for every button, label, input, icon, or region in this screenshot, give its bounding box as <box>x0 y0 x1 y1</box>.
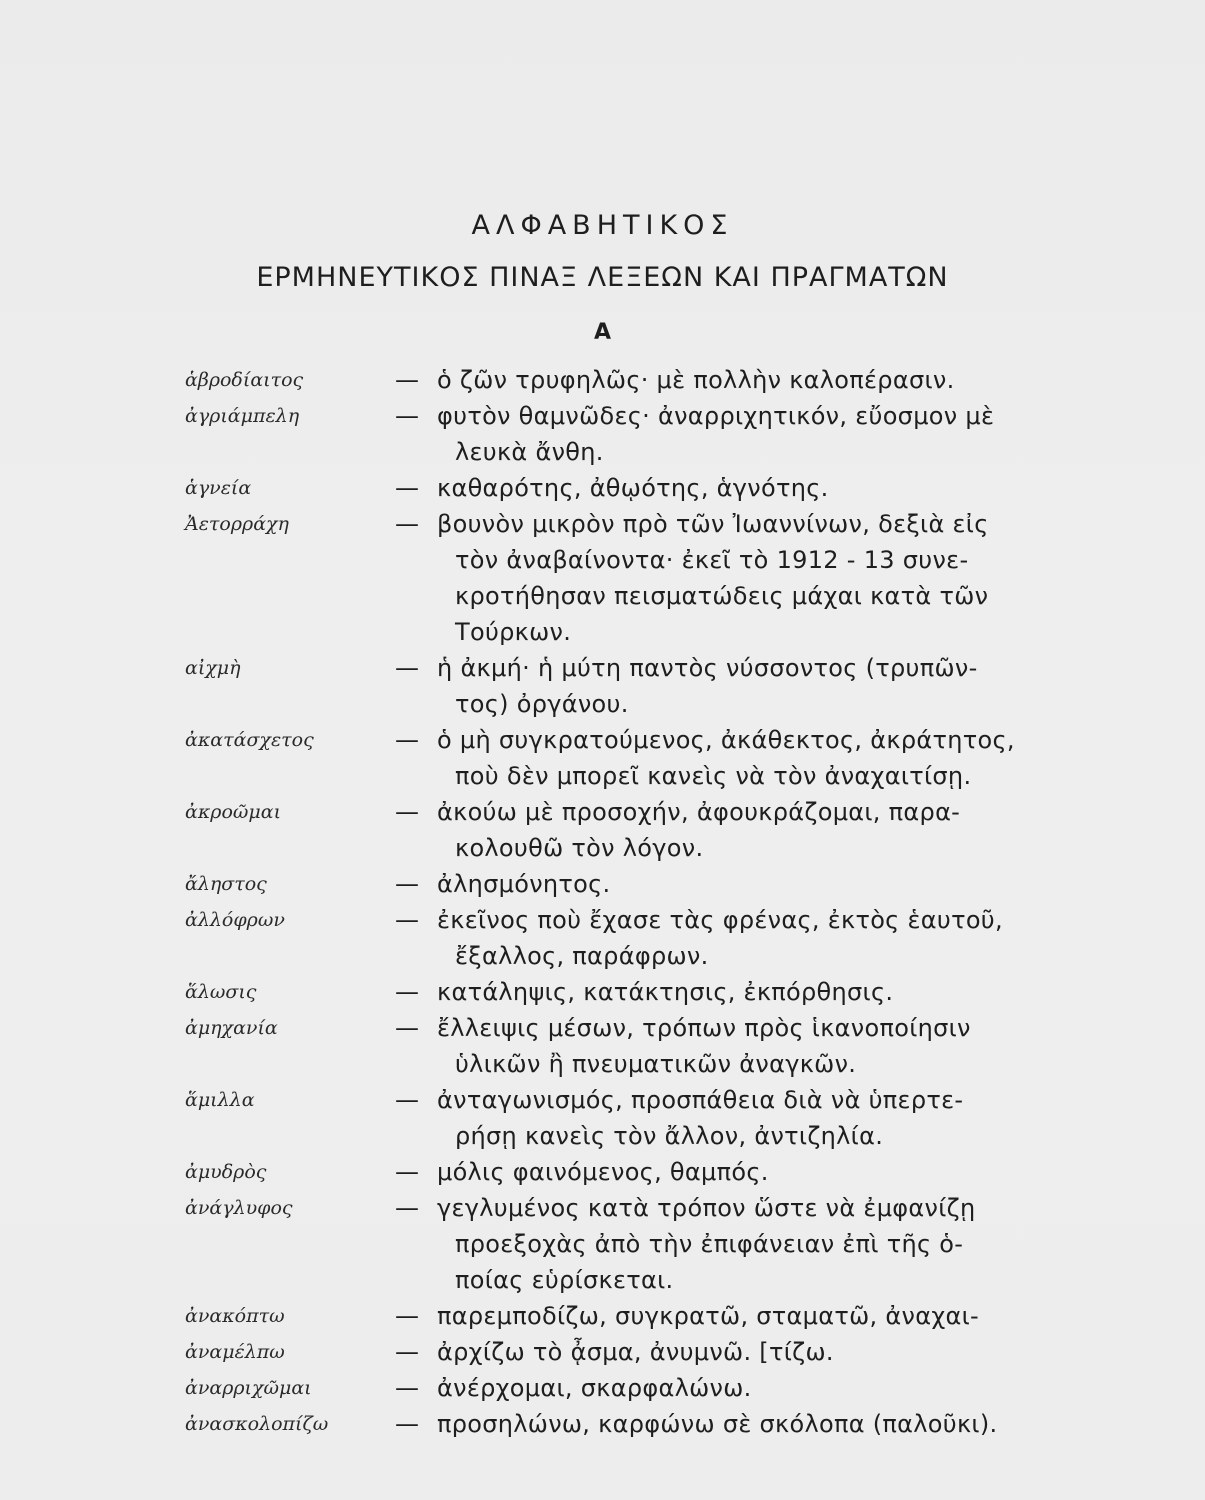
definition-line: ἔξαλλος, παράφρων. <box>455 942 709 970</box>
em-dash-separator: — <box>395 1302 419 1330</box>
entry-definition <box>437 1406 1065 1442</box>
glossary-entry <box>185 1298 1065 1334</box>
em-dash-separator: — <box>395 726 419 754</box>
section-letter: Α <box>593 320 612 345</box>
entry-definition <box>437 1010 1065 1082</box>
em-dash-separator: — <box>395 798 419 826</box>
glossary-entry <box>185 470 1065 506</box>
definition-line: προεξοχὰς ἀπὸ τὴν ἐπιφάνειαν ἐπὶ τῆς ὁ- <box>455 1230 964 1258</box>
entry-definition <box>437 470 1065 506</box>
entry-term: ἁβροδίαιτος <box>185 369 304 391</box>
entry-term: ἀναμέλπω <box>185 1341 285 1363</box>
entry-definition-block <box>395 974 1065 1010</box>
glossary-entry <box>185 974 1065 1010</box>
glossary-entry <box>185 1406 1065 1442</box>
entry-definition <box>437 794 1065 866</box>
entry-definition <box>437 1334 1065 1370</box>
entry-term: ἀναρριχῶμαι <box>185 1377 312 1399</box>
definition-line: ὑλικῶν ἢ πνευματικῶν ἀναγκῶν. <box>455 1050 857 1078</box>
entry-definition-block <box>395 1154 1065 1190</box>
definition-line: ἡ ἀκμή· ἡ μύτη παντὸς νύσσοντος (τρυπῶν- <box>437 654 978 682</box>
entry-definition-block <box>395 1010 1065 1082</box>
entry-definition <box>437 974 1065 1010</box>
glossary-entry <box>185 506 1065 650</box>
entry-definition-block <box>395 1334 1065 1370</box>
entry-definition-block <box>395 506 1065 650</box>
entry-definition-block <box>395 398 1065 470</box>
entry-definition <box>437 1370 1065 1406</box>
entry-term: ἀλλόφρων <box>185 909 285 931</box>
definition-line: ἀλησμόνητος. <box>437 870 611 898</box>
glossary-entry <box>185 1190 1065 1298</box>
em-dash-separator: — <box>395 402 419 430</box>
entry-definition <box>437 398 1065 470</box>
entry-term: ἅμιλλα <box>185 1089 255 1111</box>
glossary-entry <box>185 1010 1065 1082</box>
definition-line: φυτὸν θαμνῶδες· ἀναρριχητικόν, εὔοσμον μὲ <box>437 402 995 430</box>
entry-definition <box>437 902 1065 974</box>
entry-term: ἅλωσις <box>185 981 257 1003</box>
definition-line: καθαρότης, ἀθῳότης, ἁγνότης. <box>437 474 829 502</box>
definition-line: προσηλώνω, καρφώνω σὲ σκόλοπα (παλοῦκι). <box>437 1410 998 1438</box>
em-dash-separator: — <box>395 1014 419 1042</box>
definition-line: ὁ μὴ συγκρατούμενος, ἀκάθεκτος, ἀκράτητος, <box>437 726 1015 754</box>
entry-definition <box>437 506 1065 650</box>
definition-line: τος) ὀργάνου. <box>455 690 629 718</box>
entry-definition <box>437 866 1065 902</box>
entry-term: ἀκατάσχετος <box>185 729 314 751</box>
em-dash-separator: — <box>395 1374 419 1402</box>
definition-line: ποίας εὑρίσκεται. <box>455 1266 674 1294</box>
glossary-entry <box>185 1082 1065 1154</box>
definition-line: ρήσῃ κανεὶς τὸν ἄλλον, ἀντιζηλία. <box>455 1122 884 1150</box>
entry-term: ἀμηχανία <box>185 1017 278 1039</box>
entry-definition <box>437 1154 1065 1190</box>
entry-definition <box>437 362 1065 398</box>
definition-line: βουνὸν μικρὸν πρὸ τῶν Ἰωαννίνων, δεξιὰ εἰς <box>437 510 989 538</box>
glossary-entry <box>185 866 1065 902</box>
definition-line: μόλις φαινόμενος, θαμπός. <box>437 1158 769 1186</box>
em-dash-separator: — <box>395 1194 419 1222</box>
em-dash-separator: — <box>395 510 419 538</box>
entry-term: ἀνασκολοπίζω <box>185 1413 329 1435</box>
entry-definition-block <box>395 1406 1065 1442</box>
glossary-entry <box>185 902 1065 974</box>
glossary-entry <box>185 794 1065 866</box>
entry-term: ἀνάγλυφος <box>185 1197 293 1219</box>
entry-term: ἁγνεία <box>185 477 252 499</box>
entry-definition-block <box>395 902 1065 974</box>
em-dash-separator: — <box>395 870 419 898</box>
em-dash-separator: — <box>395 1410 419 1438</box>
entry-definition-block <box>395 794 1065 866</box>
glossary-entry <box>185 1370 1065 1406</box>
entry-definition <box>437 1082 1065 1154</box>
glossary-entry <box>185 1154 1065 1190</box>
entry-definition-block <box>395 1298 1065 1334</box>
em-dash-separator: — <box>395 978 419 1006</box>
entry-term: αἰχμὴ <box>185 657 241 679</box>
definition-line: κολουθῶ τὸν λόγον. <box>455 834 704 862</box>
em-dash-separator: — <box>395 1338 419 1366</box>
glossary-entry <box>185 722 1065 794</box>
definition-line: ἀνταγωνισμός, προσπάθεια διὰ νὰ ὑπερτε- <box>437 1086 964 1114</box>
page-subtitle: ΕΡΜΗΝΕΥΤΙΚΟΣ ΠΙΝΑΞ ΛΕΞΕΩΝ ΚΑΙ ΠΡΑΓΜΑΤΩΝ <box>256 262 949 293</box>
entry-definition-block <box>395 470 1065 506</box>
em-dash-separator: — <box>395 906 419 934</box>
entry-term: Ἀετορράχη <box>185 513 289 535</box>
definition-line: ἀρχίζω τὸ ᾆσμα, ἀνυμνῶ. [τίζω. <box>437 1338 834 1366</box>
definition-line: ὁ ζῶν τρυφηλῶς· μὲ πολλὴν καλοπέρασιν. <box>437 366 955 394</box>
entry-definition-block <box>395 722 1065 794</box>
entry-definition-block <box>395 866 1065 902</box>
entry-term: ἀνακόπτω <box>185 1305 285 1327</box>
definition-line: λευκὰ ἄνθη. <box>455 438 604 466</box>
entry-term: ἀγριάμπελη <box>185 405 300 427</box>
entry-definition-block <box>395 650 1065 722</box>
em-dash-separator: — <box>395 474 419 502</box>
definition-line: παρεμποδίζω, συγκρατῶ, σταματῶ, ἀναχαι- <box>437 1302 979 1330</box>
glossary-entry <box>185 1334 1065 1370</box>
definition-line: τὸν ἀναβαίνοντα· ἐκεῖ τὸ 1912 - 13 συνε- <box>455 546 969 574</box>
entry-definition-block <box>395 1082 1065 1154</box>
entry-term: ἄληστος <box>185 873 267 895</box>
entry-definition <box>437 1298 1065 1334</box>
entry-definition <box>437 650 1065 722</box>
definition-line: ἐκεῖνος ποὺ ἔχασε τὰς φρένας, ἐκτὸς ἑαυτοῦ, <box>437 906 1003 934</box>
page-title: ΑΛΦΑΒΗΤΙΚΟΣ <box>471 210 734 241</box>
definition-line: γεγλυμένος κατὰ τρόπον ὥστε νὰ ἐμφανίζῃ <box>437 1194 976 1222</box>
entry-definition-block <box>395 1370 1065 1406</box>
definition-line: ἀνέρχομαι, σκαρφαλώνω. <box>437 1374 752 1402</box>
em-dash-separator: — <box>395 1158 419 1186</box>
em-dash-separator: — <box>395 654 419 682</box>
definition-line: Τούρκων. <box>455 618 572 646</box>
entry-definition-block <box>395 362 1065 398</box>
glossary-entries <box>185 362 1065 1442</box>
em-dash-separator: — <box>395 1086 419 1114</box>
definition-line: κατάληψις, κατάκτησις, ἐκπόρθησις. <box>437 978 894 1006</box>
em-dash-separator: — <box>395 366 419 394</box>
definition-line: κροτήθησαν πεισματώδεις μάχαι κατὰ τῶν <box>455 582 989 610</box>
glossary-entry <box>185 362 1065 398</box>
entry-definition <box>437 722 1065 794</box>
glossary-entry <box>185 650 1065 722</box>
definition-line: ἀκούω μὲ προσοχήν, ἀφουκράζομαι, παρα- <box>437 798 961 826</box>
entry-term: ἀκροῶμαι <box>185 801 282 823</box>
entry-definition <box>437 1190 1065 1298</box>
definition-line: ἔλλειψις μέσων, τρόπων πρὸς ἱκανοποίησιν <box>437 1014 971 1042</box>
entry-term: ἀμυδρὸς <box>185 1161 267 1183</box>
entry-definition-block <box>395 1190 1065 1298</box>
glossary-entry <box>185 398 1065 470</box>
definition-line: ποὺ δὲν μπορεῖ κανεὶς νὰ τὸν ἀναχαιτίσῃ. <box>455 762 972 790</box>
